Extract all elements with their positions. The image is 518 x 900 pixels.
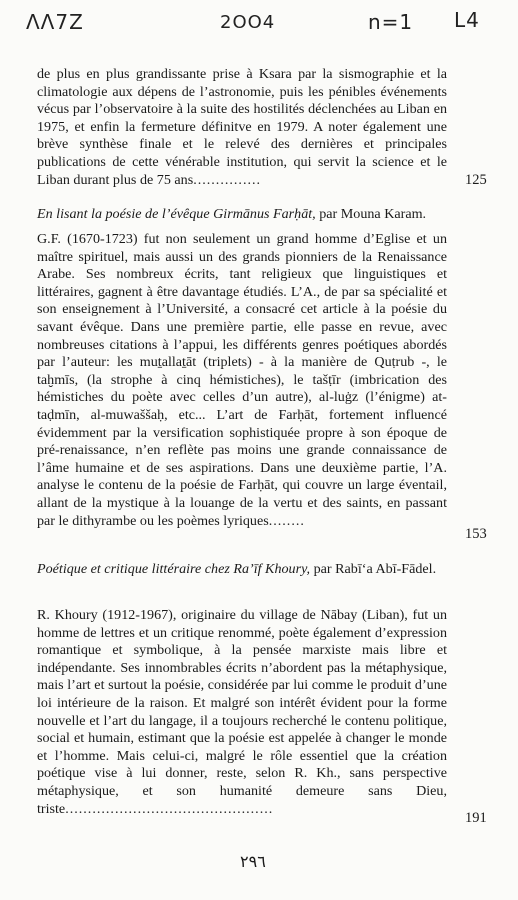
leader-dots: ........ <box>268 512 305 529</box>
handwritten-note-1: ΛΛ7Ζ <box>26 10 84 34</box>
entry-heading-khoury <box>37 561 447 579</box>
page-number: 153 <box>465 526 487 542</box>
abstract-body: de plus en plus grandissante prise à Ksara par la sismographie et la climatologie aux dépens de l’astronomie, puis les pénibles événements vécus par l’observatoire à la suite des hostilités déclenchées au Liban en 1975, et enfin la fermeture définitve en 1979. A noter également une brève synthèse finale et le relevé des dernières et principales publications de cette vénérable institution, qui servit la science et le Liban durant plus de 75 ans <box>37 66 447 188</box>
abstract-body: G.F. (1670-1723) fut non seulement un grand homme d’Eglise et un maître spirituel, mais aussi un des grands pionniers de la Renaissance Arabe. Ses nombreux écrits, tant religieux que linguistiques et littéraires, gagnent à être davantage étudiés. L’A., de par sa spécialité et son enseignement à l’Université, a consacré cet article à la poésie du savant évêque. Dans une première partie, elle passe en revue, avec nombreuses citations à l’appui, les différents genres poétiques abordés par l’auteur: les muṯallaṯāt (triplets) - à la manière de Quṭrub -, le taḫmīs, (la strophe à cinq hémistiches), le tašṭīr (imbrication des hémistiches du poète avec celles d’un autre), al-luġz (l’énigme) at-taḍmīn, al-muwaššaḥ, etc... L’art de Farḥāt, fortement influencé évidemment par la versification sophistiquée propre à son époque de pré-renaissance, n’en reflète pas moins une grande connaissance de l’âme humaine et de ses aspirations. Dans une deuxième partie, l’A. analyse le contenu de la poésie de Farḥāt, qui couvre un large éventail, allant de la mystique à la louange de la vertu et des saints, en passant par le dithyrambe ou les poèmes lyriques <box>37 231 447 529</box>
article-title: En lisant la poésie de l’évêque Girmānus Farḥāt, <box>37 206 316 222</box>
article-author: par Mouna Karam. <box>319 206 427 222</box>
abstract-body: R. Khoury (1912-1967), originaire du village de Nābay (Liban), fut un homme de lettres et un critique renommé, poète également d’expression romantique et symbolique, à la pensée marxiste mais libre et indépendante. Ses innombrables écrits n’abordent pas la métaphysique, mais l’art et surtout la poésie, considérée par lui comme le produit d’une loi intérieure de la raison. Et malgré son intérêt évident pour la forme nouvelle et l’art du langage, il a toujours recherché le contenu politique, social et humain, estimant que la poésie est appelée à changer le monde et l’homme. Mais celui-ci, malgré le rôle essentiel que la création poétique vise à lui donner, reste, selon R. Kh., sans perspective métaphysique, et son humanité demeure sans Dieu, triste <box>37 607 447 817</box>
page-number: 191 <box>465 810 487 826</box>
handwritten-note-3: n=1 <box>368 10 414 34</box>
handwritten-note-2: 2ΟΟ4 <box>220 12 276 33</box>
leader-dots: ............... <box>193 171 262 188</box>
article-author: par Rabī‘a Abī-Fādel. <box>313 561 437 577</box>
handwritten-note-4: L4 <box>454 8 480 32</box>
abstract-entry-ksara <box>37 66 447 189</box>
leader-dots: .............................................. <box>65 800 274 817</box>
page-number: 125 <box>465 172 487 188</box>
abstract-entry-farhat <box>37 231 447 530</box>
entry-heading-farhat <box>37 206 477 224</box>
article-title: Poétique et critique littéraire chez Ra’īf Khoury, <box>37 561 311 577</box>
folio-number: ٢٩٦ <box>240 852 266 871</box>
abstract-entry-khoury <box>37 607 447 818</box>
